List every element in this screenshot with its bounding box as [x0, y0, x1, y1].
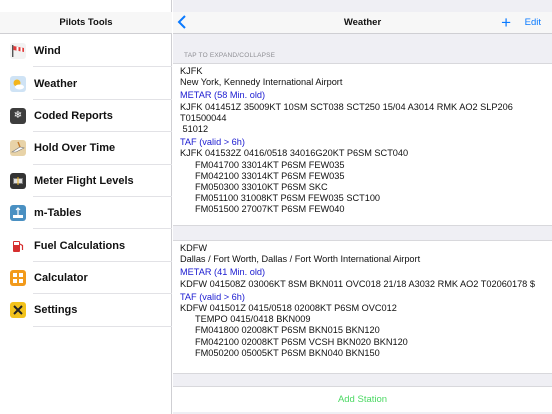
fuel-pump-icon: [10, 238, 26, 254]
taf-line: FM050300 33010KT P6SM SKC: [195, 182, 328, 193]
sidebar-item-m-tables[interactable]: [0, 197, 172, 229]
sidebar-title: Pilots Tools: [0, 12, 172, 34]
metar-line: KJFK 041451Z 35009KT 10SM SCT038 SCT250 15/04 A3014 RMK AO2 SLP206: [180, 101, 513, 112]
snowflake-icon: ❄: [10, 108, 26, 124]
sun-cloud-icon: [10, 76, 26, 92]
sidebar-item-meter-flight-levels[interactable]: [0, 165, 172, 197]
taf-line: FM051500 27007KT P6SM FEW040: [195, 204, 345, 215]
sidebar-item-label: Meter Flight Levels: [34, 174, 134, 187]
section-hint: TAP TO EXPAND/COLLAPSE: [184, 52, 276, 59]
taf-line: KJFK 041532Z 0416/0518 34016G20KT P6SM SCT040: [180, 148, 409, 159]
station-name: Dallas / Fort Worth, Dallas / Fort Worth International Airport: [180, 254, 421, 265]
taf-line: FM041800 02008KT P6SM BKN015 BKN120: [195, 325, 380, 336]
sidebar-item-fuel-calculations[interactable]: [0, 229, 172, 261]
sidebar-item-label: Weather: [34, 77, 78, 90]
navigation-bar: [173, 12, 552, 34]
altimeter-icon: [10, 173, 26, 189]
sidebar-item-label: Settings: [34, 304, 78, 317]
sidebar-item-weather[interactable]: [0, 67, 172, 99]
taf-line: FM051100 31008KT P6SM FEW035 SCT100: [195, 193, 381, 204]
detail-pane: [173, 0, 552, 414]
taf-header[interactable]: TAF (valid > 6h): [180, 137, 245, 148]
station-name: New York, Kennedy International Airport: [180, 77, 343, 88]
deicing-icon: [10, 140, 26, 156]
station-code: KDFW: [180, 243, 208, 253]
sidebar-item-wind[interactable]: [0, 35, 172, 67]
sidebar-item-label: Fuel Calculations: [34, 239, 126, 252]
taf-line: FM041700 33014KT P6SM FEW035: [195, 159, 345, 170]
sidebar-item-label: m-Tables: [34, 207, 82, 220]
taf-line: FM042100 33014KT P6SM FEW035: [195, 170, 345, 181]
page-title: Weather: [343, 17, 382, 28]
sidebar-item-label: Coded Reports: [34, 109, 113, 122]
station-code: KJFK: [180, 66, 203, 76]
station-card-kjfk[interactable]: [173, 63, 552, 226]
sidebar-item-coded-reports[interactable]: [0, 100, 172, 132]
metar-line: KDFW 041508Z 03006KT 8SM BKN011 OVC018 21/18 A3032 RMK AO2 T02060178 $: [180, 278, 535, 289]
sidebar-item-label: Hold Over Time: [34, 142, 116, 155]
metar-header[interactable]: METAR (58 Min. old): [180, 90, 266, 101]
sidebar-menu: [0, 35, 172, 327]
windsock-icon: [10, 43, 26, 59]
sidebar-item-hold-over-time[interactable]: [0, 132, 172, 164]
tools-icon: [10, 302, 26, 318]
edit-button[interactable]: Edit: [524, 17, 541, 28]
taf-line: KDFW 041501Z 0415/0518 02008KT P6SM OVC012: [180, 303, 397, 314]
sidebar-item-calculator[interactable]: [0, 262, 172, 294]
sidebar-item-label: Wind: [34, 45, 61, 58]
meter-icon: [10, 205, 26, 221]
taf-header[interactable]: TAF (valid > 6h): [180, 291, 245, 302]
sidebar: [0, 0, 172, 414]
sidebar-item-settings[interactable]: [0, 294, 172, 326]
sidebar-item-label: Calculator: [34, 271, 88, 284]
metar-line: T01500044: [180, 112, 227, 123]
taf-line: FM050200 05005KT P6SM BKN040 BKN150: [195, 347, 380, 358]
station-card-kdfw[interactable]: [173, 240, 552, 374]
add-button[interactable]: +: [501, 13, 511, 32]
taf-line: FM042100 02008KT P6SM VCSH BKN020 BKN120: [195, 336, 408, 347]
taf-line: TEMPO 0415/0418 BKN009: [195, 314, 311, 325]
add-station-button[interactable]: Add Station: [173, 386, 552, 412]
metar-header[interactable]: METAR (41 Min. old): [180, 267, 266, 278]
metar-line: 51012: [180, 124, 209, 135]
calculator-icon: [10, 270, 26, 286]
